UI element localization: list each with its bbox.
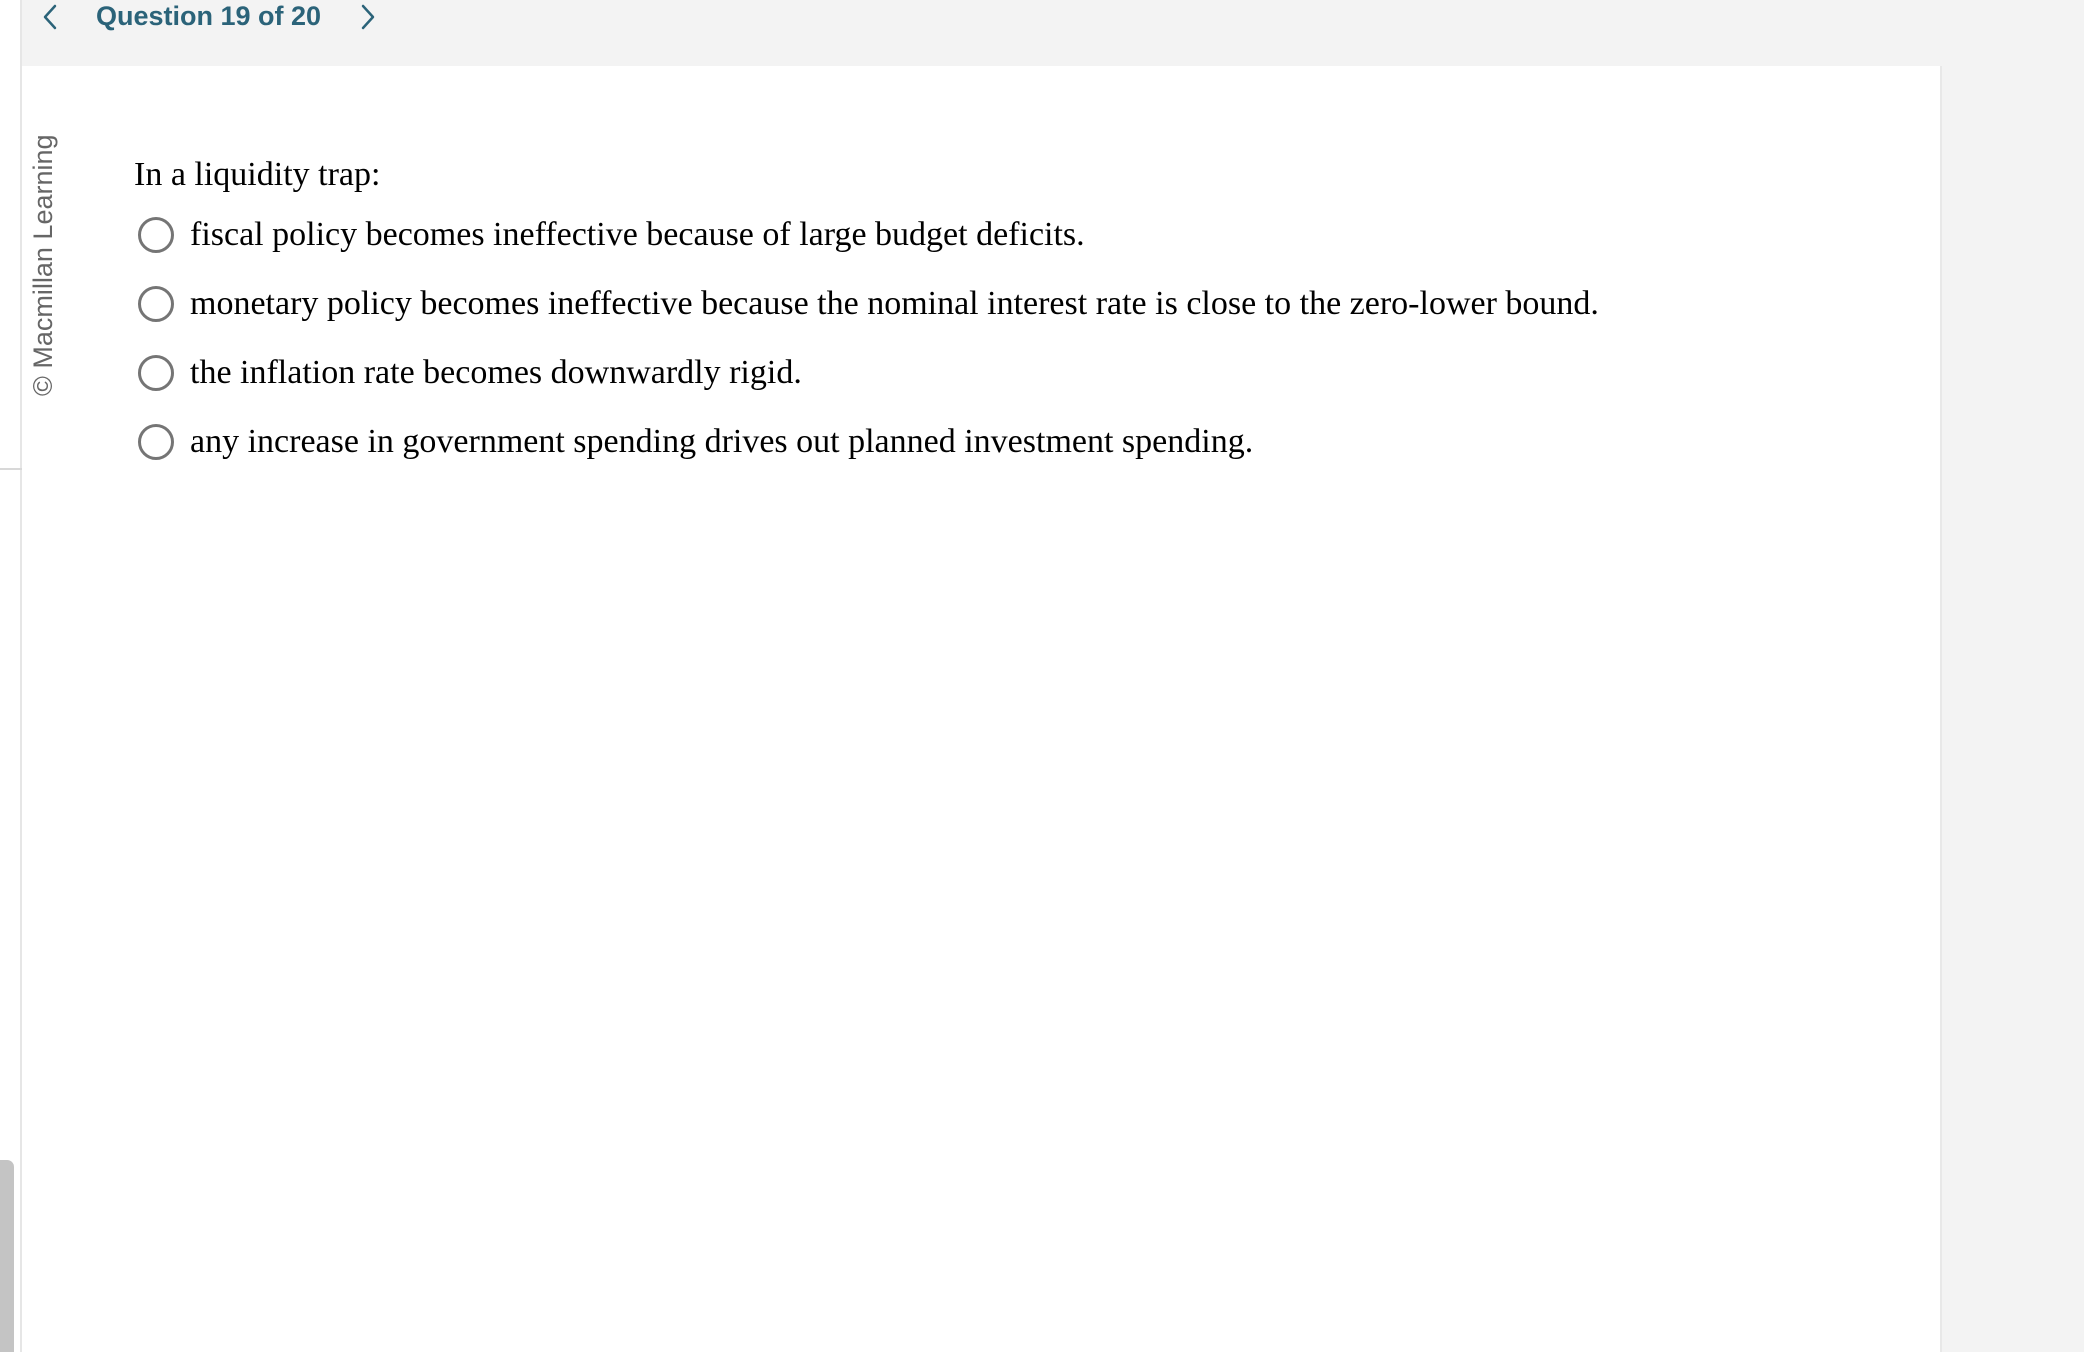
- chevron-left-icon: [36, 0, 66, 34]
- answer-options: [138, 200, 1918, 476]
- copyright-notice: [26, 104, 60, 396]
- answer-option[interactable]: [138, 200, 1918, 269]
- answer-option-label[interactable]: fiscal policy becomes ineffective because of large budget deficits.: [190, 215, 1085, 253]
- copyright-text: © Macmillan Learning: [28, 134, 58, 396]
- answer-option-label[interactable]: any increase in government spending drives out planned investment spending.: [190, 422, 1254, 460]
- radio-button[interactable]: [138, 217, 174, 253]
- answer-option[interactable]: [138, 338, 1918, 407]
- radio-button[interactable]: [138, 424, 174, 460]
- question-prompt: In a liquidity trap:: [134, 156, 381, 193]
- next-question-button[interactable]: [352, 0, 382, 34]
- radio-button[interactable]: [138, 355, 174, 391]
- radio-button[interactable]: [138, 286, 174, 322]
- previous-question-button[interactable]: [36, 0, 66, 34]
- answer-option[interactable]: [138, 407, 1918, 476]
- chevron-right-icon: [352, 0, 382, 34]
- scrollbar-thumb[interactable]: [0, 1160, 14, 1352]
- answer-option-label[interactable]: monetary policy becomes ineffective because the nominal interest rate is close to the zero-lower bound.: [190, 284, 1599, 322]
- left-rail-divider: [20, 0, 22, 1352]
- answer-option[interactable]: [138, 269, 1918, 338]
- left-rail-marker: [0, 468, 22, 470]
- answer-option-label[interactable]: the inflation rate becomes downwardly rigid.: [190, 353, 802, 391]
- question-counter: Question 19 of 20: [96, 1, 322, 31]
- left-rail: [0, 0, 22, 1352]
- right-gutter: [1942, 0, 2084, 1352]
- top-bar: [22, 0, 2084, 66]
